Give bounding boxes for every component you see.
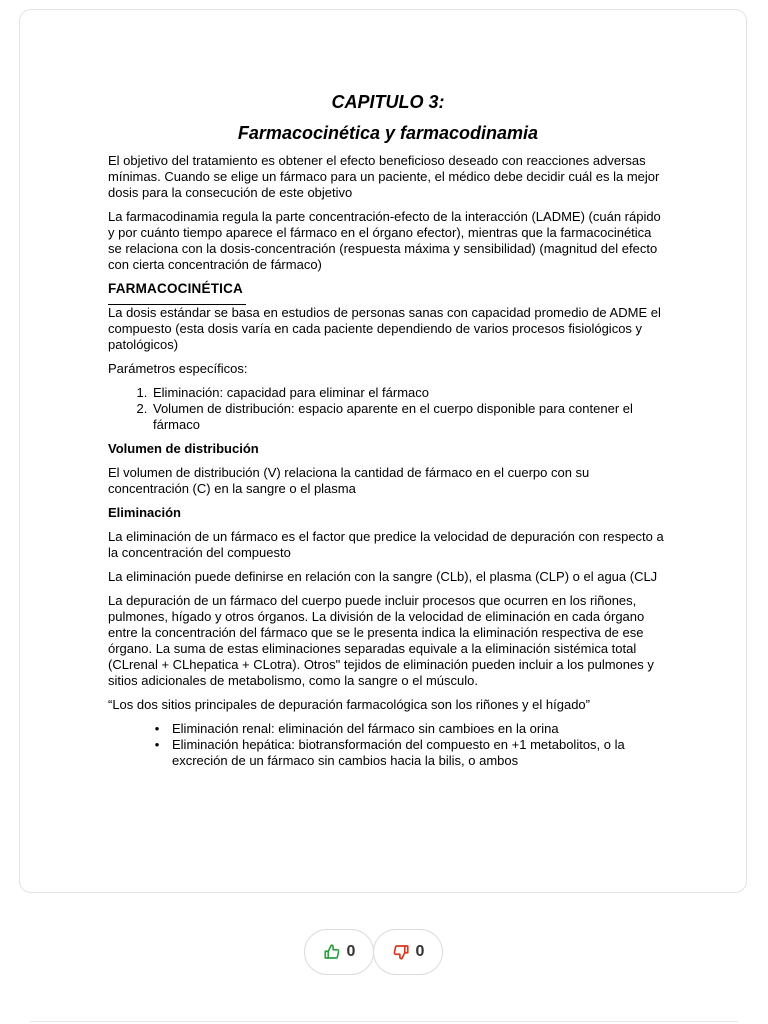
elim-heading: Eliminación [108,505,181,520]
thumbs-down-icon [392,943,410,961]
section-heading-farmacocinetica: FARMACOCINÉTICA [108,281,243,296]
params-list [108,385,668,433]
elim-paragraph-4: “Los dos sitios principales de depuración farmacológica son los riñones y el hígado” [108,697,590,712]
bullet-dot-icon: • [154,737,160,752]
downvote-button[interactable] [373,929,443,975]
params-intro: Parámetros específicos: [108,361,248,376]
upvote-button[interactable] [304,929,374,975]
params-list-item: 1. Eliminación: capacidad para eliminar el fármaco [151,385,668,401]
elim-paragraph-2: La eliminación puede definirse en relación con la sangre (CLb), el plasma (CLP) o el agua (CLJ [108,569,658,584]
bullet-dot-icon: • [154,721,160,736]
elim-bullet-list [108,721,668,769]
bullet-list-item [154,737,668,769]
elim-paragraph-3: La depuración de un fármaco del cuerpo puede incluir procesos que ocurren en los riñones, pulmones, hígado y otros órganos. La división de la velocidad de eliminación en cada órgano entre la concentración del fármaco que se le presenta indica la eliminación respectiva de ese órgano. La suma de estas eliminaciones separadas equivale a la eliminación sistémica total (CLrenal + CLhepatica + CLotra). Otros" tejidos de eliminación pueden incluir a los pulmones y sitios adicionales de metabolismo, como la sangre o el músculo. [108,593,654,688]
vote-bar [304,929,443,977]
bullet-list-item [154,721,668,737]
pk-paragraph: La dosis estándar se basa en estudios de personas sanas con capacidad promedio de ADME el compuesto (esta dosis varía en cada paciente dependiendo de varios procesos fisiológicos y patológicos) [108,305,661,352]
upvote-count: 0 [346,943,356,960]
bottom-divider [30,1021,738,1022]
pk-paragraph-wrap [108,305,668,353]
underline-mark [108,304,246,305]
bullet-text: Eliminación renal: eliminación del fármaco sin cambioes en la orina [172,721,559,736]
params-list-item: 2. Volumen de distribución: espacio aparente en el cuerpo disponible para contener el fármaco [151,401,668,433]
vd-paragraph: El volumen de distribución (V) relaciona la cantidad de fármaco en el cuerpo con su concentración (C) en la sangre o el plasma [108,465,590,496]
intro-paragraph-1: El objetivo del tratamiento es obtener el efecto beneficioso deseado con reacciones adversas mínimas. Cuando se elige un fármaco para un paciente, el médico debe decidir cuál es la mejor dosis para la consecución de este objetivo [108,153,660,200]
intro-paragraph-2: La farmacodinamia regula la parte concentración-efecto de la interacción (LADME) (cuán rápido y por cuánto tiempo aparece el fármaco en el órgano efector), mientras que la farmacocinética se relaciona con la dosis-concentración (respuesta máxima y sensibilidad) (magnitud del efecto con cierta concentración de fármaco) [108,209,661,272]
vd-heading: Volumen de distribución [108,441,259,456]
elim-paragraph-1: La eliminación de un fármaco es el factor que predice la velocidad de depuración con respecto a la concentración del compuesto [108,529,664,560]
document-body [108,91,668,777]
downvote-count: 0 [415,943,425,960]
chapter-subtitle: Farmacocinética y farmacodinamia [237,123,539,143]
chapter-title: CAPITULO 3: [331,92,445,112]
bullet-text: Eliminación hepática: biotransformación del compuesto en +1 metabolitos, o la excreción de un fármaco sin cambios hacia la bilis, o ambos [172,737,625,768]
thumbs-up-icon [323,943,341,961]
